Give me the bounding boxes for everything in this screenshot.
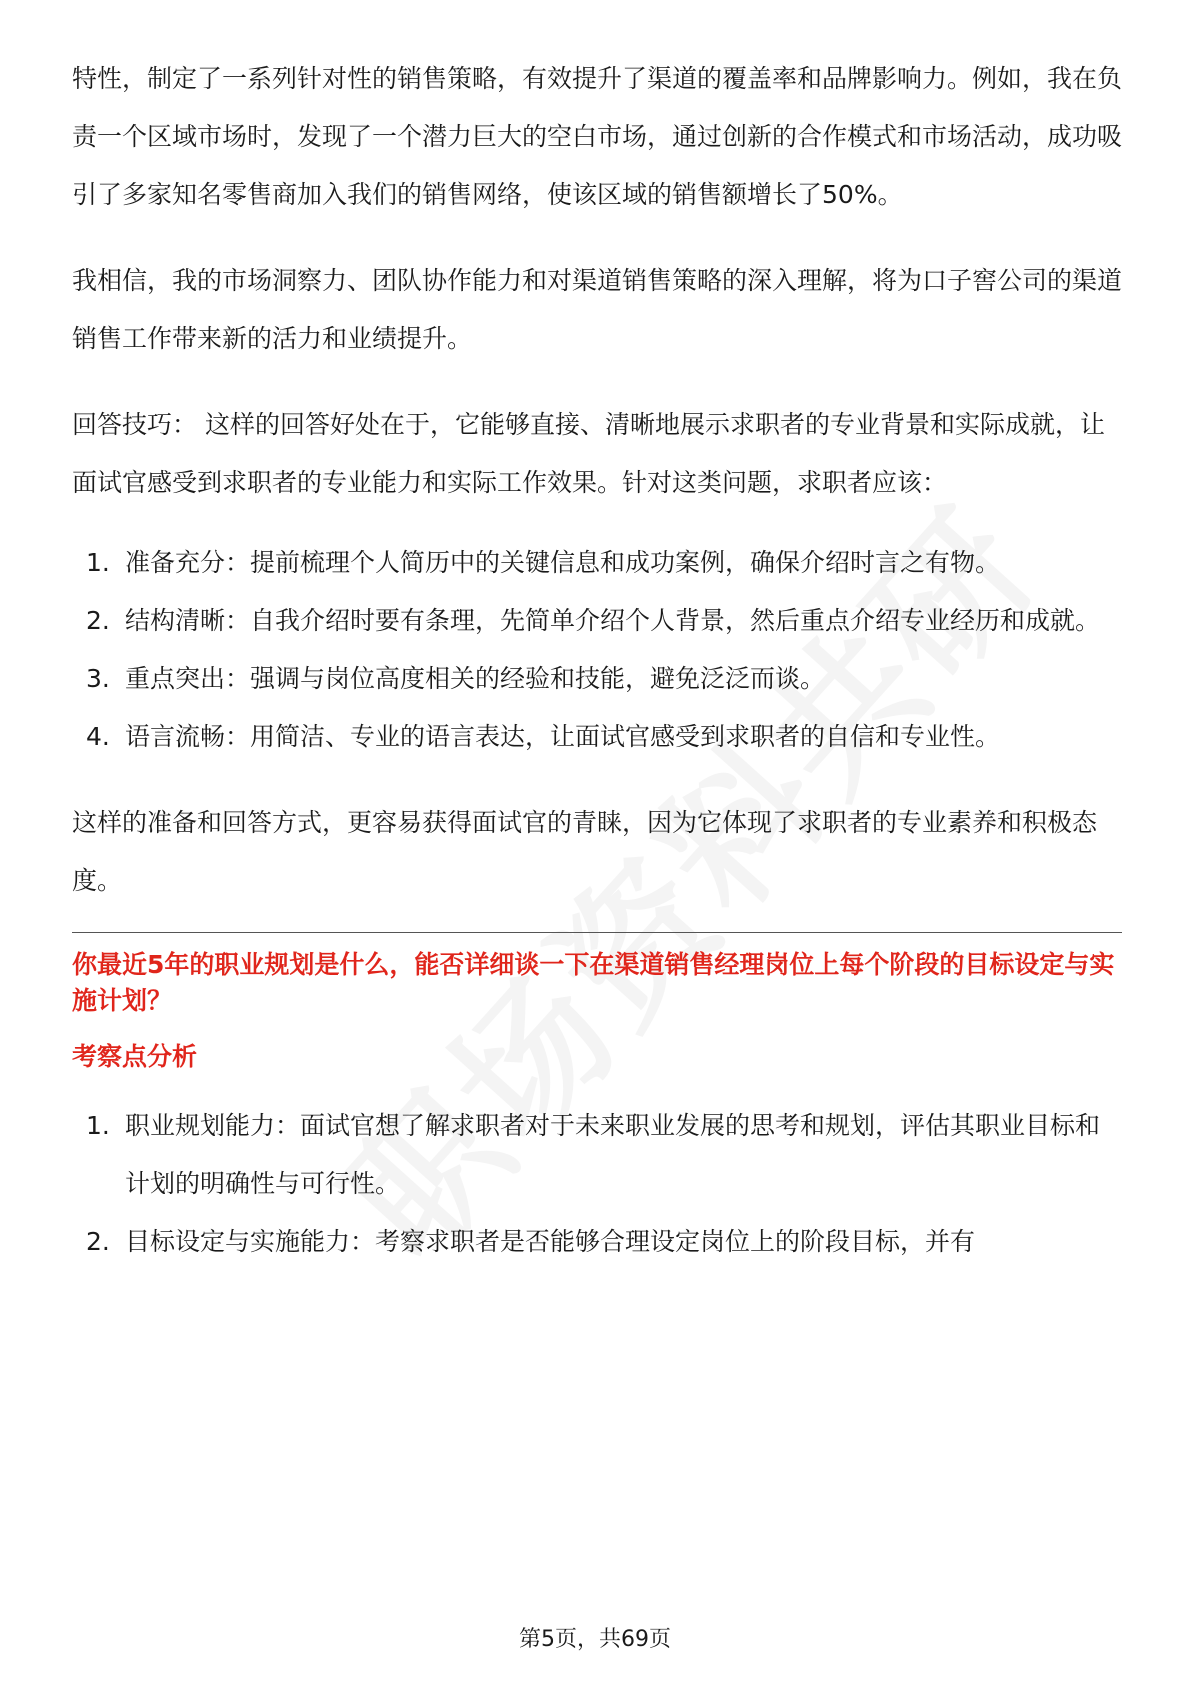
list-item: 1. 准备充分：提前梳理个人简历中的关键信息和成功案例，确保介绍时言之有物。 xyxy=(86,548,1001,577)
interview-question: 你最近5年的职业规划是什么，能否详细谈一下在渠道销售经理岗位上每个阶段的目标设定与实施计划？ xyxy=(72,950,1115,1015)
paragraph-belief: 我相信，我的市场洞察力、团队协作能力和对渠道销售策略的深入理解，将为口子窖公司的渠道销售工作带来新的活力和业绩提升。 xyxy=(72,266,1123,353)
list-item: 2. 目标设定与实施能力：考察求职者是否能够合理设定岗位上的阶段目标，并有 xyxy=(86,1227,976,1256)
page-footer: 第5页，共69页 xyxy=(519,1627,671,1652)
section-title: 考察点分析 xyxy=(72,1042,198,1071)
list-item: 3. 重点突出：强调与岗位高度相关的经验和技能，避免泛泛而谈。 xyxy=(86,664,826,693)
analysis-list xyxy=(72,1097,1122,1271)
tips-list xyxy=(72,534,1122,766)
paragraph-answer-tips: 回答技巧： 这样的回答好处在于，它能够直接、清晰地展示求职者的专业背景和实际成就，让面试官感受到求职者的专业能力和实际工作效果。针对这类问题，求职者应该： xyxy=(72,410,1105,497)
section-divider xyxy=(72,932,1122,933)
paragraph-closing: 这样的准备和回答方式，更容易获得面试官的青睐，因为它体现了求职者的专业素养和积极态度。 xyxy=(72,808,1098,895)
list-item: 1. 职业规划能力：面试官想了解求职者对于未来职业发展的思考和规划，评估其职业目标和计划的明确性与可行性。 xyxy=(86,1111,1101,1198)
document-body xyxy=(72,50,1122,1299)
paragraph-experience: 特性，制定了一系列针对性的销售策略，有效提升了渠道的覆盖率和品牌影响力。例如，我在负责一个区域市场时，发现了一个潜力巨大的空白市场，通过创新的合作模式和市场活动，成功吸引了多家知名零售商加入我们的销售网络，使该区域的销售额增长了50%。 xyxy=(72,64,1123,209)
list-item: 4. 语言流畅：用简洁、专业的语言表达，让面试官感受到求职者的自信和专业性。 xyxy=(86,722,1001,751)
list-item: 2. 结构清晰：自我介绍时要有条理，先简单介绍个人背景，然后重点介绍专业经历和成就。 xyxy=(86,606,1101,635)
